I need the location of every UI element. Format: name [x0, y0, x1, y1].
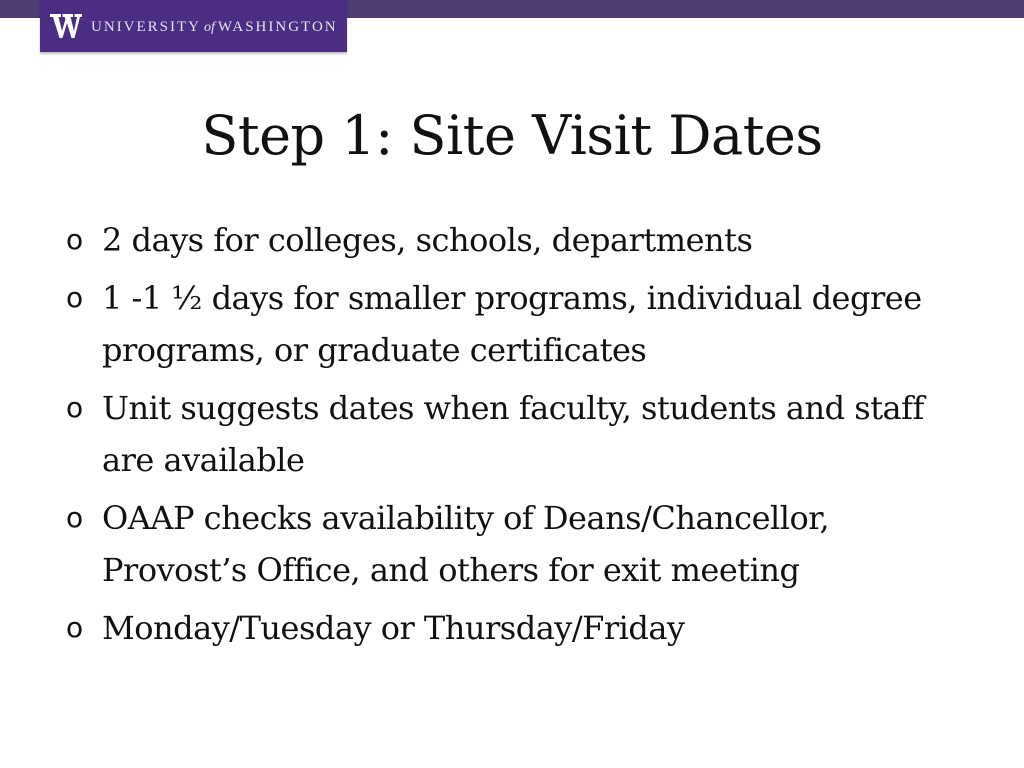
bullet-text: Unit suggests dates when faculty, students and staff are available	[102, 389, 924, 479]
logo-word-washington: WASHINGTON	[217, 19, 338, 35]
slide-title: Step 1: Site Visit Dates	[201, 104, 823, 167]
bullet-marker-icon: o	[66, 501, 83, 534]
bullet-marker-icon: o	[66, 223, 83, 256]
bullet-item	[66, 272, 966, 376]
logo-word-of: of	[204, 20, 215, 35]
bullet-item	[66, 602, 966, 654]
logo-word-university: UNIVERSITY	[91, 19, 201, 35]
bullet-item	[66, 492, 966, 596]
university-logo	[40, 0, 347, 52]
uw-w-logo-icon	[50, 8, 82, 42]
bullet-text: 2 days for colleges, schools, departments	[102, 221, 753, 259]
bullet-text: Monday/Tuesday or Thursday/Friday	[102, 609, 685, 647]
bullet-text: OAAP checks availability of Deans/Chancellor, Provost’s Office, and others for exit meeting	[102, 499, 830, 589]
logo-wordmark	[91, 20, 338, 35]
bullet-marker-icon: o	[66, 611, 83, 644]
bullet-list	[66, 214, 966, 660]
bullet-item	[66, 214, 966, 266]
bullet-text: 1 -1 ½ days for smaller programs, individual degree programs, or graduate certificates	[102, 279, 922, 369]
bullet-marker-icon: o	[66, 391, 83, 424]
bullet-item	[66, 382, 966, 486]
bullet-marker-icon: o	[66, 281, 83, 314]
